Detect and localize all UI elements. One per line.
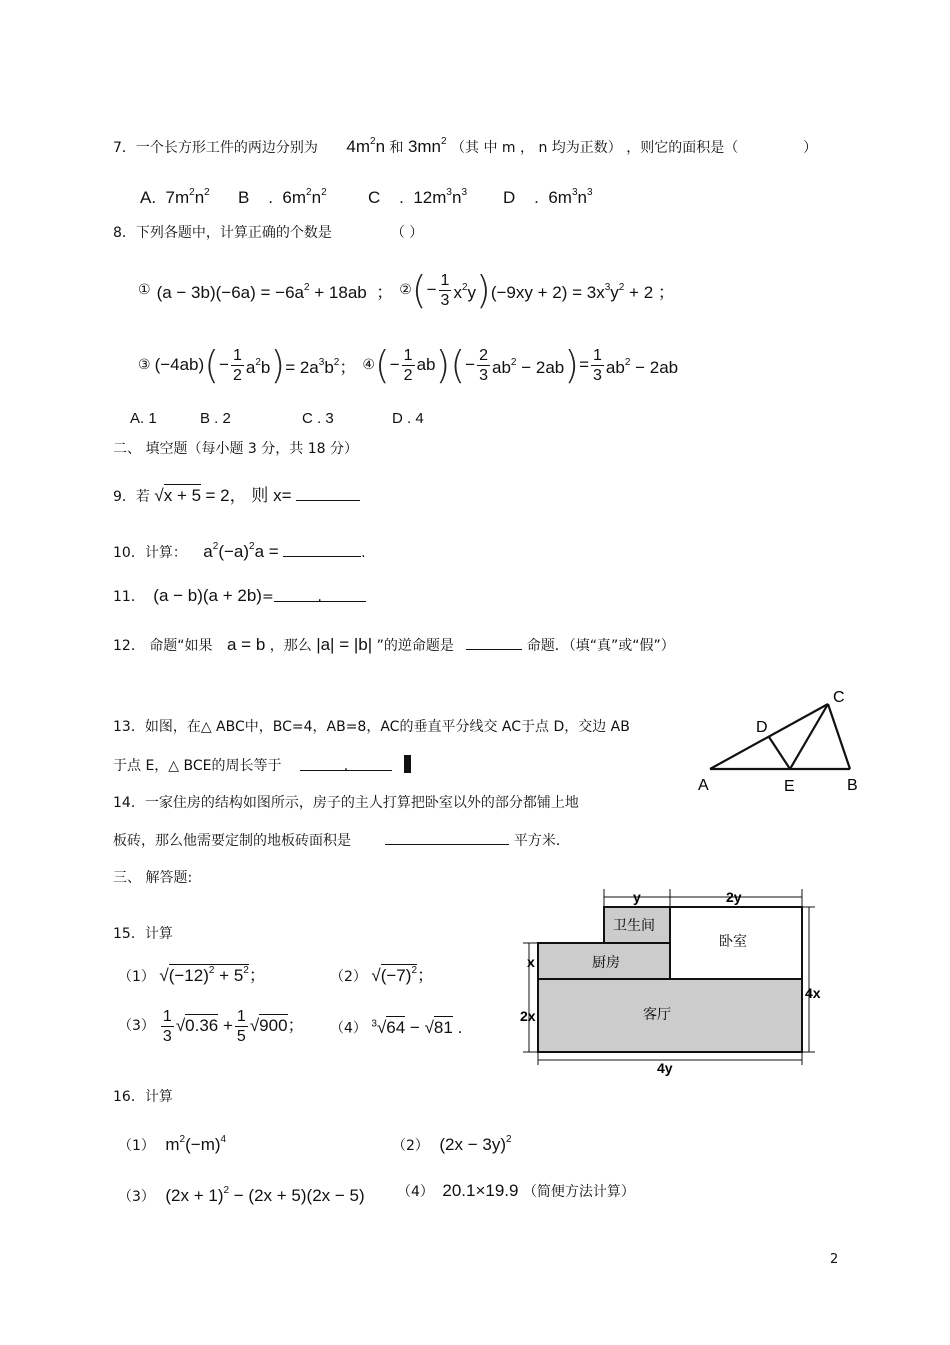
q8-option-c: C . 3 <box>302 410 334 427</box>
section-2-heading: 二、 填空题（每小题 3 分，共 18 分） <box>113 441 358 457</box>
q15-part4: （4） $^3$√64 − √81 . <box>330 1017 463 1037</box>
floor-plan-figure <box>515 885 825 1080</box>
point-label-d: D <box>756 719 768 736</box>
q14-line1: 14．一家住房的结构如图所示，房子的主人打算把卧室以外的部分都铺上地 <box>113 795 579 811</box>
q16-part2: （2） $(2x - 3y)^2$ <box>392 1134 512 1154</box>
q7-option-a: A. $7m^2n^2$ <box>140 187 210 207</box>
cursor-marker <box>404 755 411 773</box>
q15-part3: （3） $\frac{1}{3}$ √0.36 + $\frac{1}{5}$ √900； <box>118 1007 305 1045</box>
q7-prefix: 7．一个长方形工件的两边分别为 <box>113 140 318 156</box>
q8-option-a: A. 1 <box>130 410 157 427</box>
page-number: 2 <box>830 1252 839 1267</box>
q9: 9．若 √x + 5 = 2， 则 x= <box>113 486 360 507</box>
q7-expr2: $3mn^2$ <box>407 136 447 156</box>
q8-item-1: ① $(a - 3b)(-6a) = -6a^2 + 18ab$ ； ② ( − $\frac{1}{3}$ $x^2y$ ) $(-9xy + 2) = 3x^3y^2 + 2$ ； <box>138 268 675 312</box>
q12: 12． 命题“如果 a = b ，那么 |a| = |b| ”的逆命题是 命题．（填“真”或“假”） <box>113 635 675 654</box>
q7-stem <box>113 132 817 158</box>
q16-label: 16．计算 <box>113 1089 173 1105</box>
q8-stem-text: 8．下列各题中，计算正确的个数是 <box>113 225 332 241</box>
q8-item-3: ③ (−4ab) ( − $\frac{1}{2}$ $a^2b$ ) = $2a^3b^2$； ④ ( − $\frac{1}{2}$ ab ) ( − $\frac{2}{3}$ $ab^2 - 2ab$ ) = $\frac{1}{3}$ $ab^2 - 2ab$ <box>138 343 679 387</box>
point-label-e: E <box>784 778 795 795</box>
q10: 10．计算： $a^2(-a)^2a$ = . <box>113 541 366 561</box>
q14-line2: 板砖，那么他需要定制的地板砖面积是 平方米． <box>113 830 570 851</box>
q15-label: 15．计算 <box>113 926 173 942</box>
point-label-c: C <box>833 689 845 706</box>
q12-answer-blank[interactable] <box>466 635 522 650</box>
q14-answer-blank[interactable] <box>385 830 509 845</box>
q8-paren: （ ） <box>390 225 424 241</box>
q7-mid: 和 <box>389 140 404 156</box>
q15-part1: （1） $√(-12)^2 + 5^2$； <box>118 965 266 985</box>
q16-part3: （3） $(2x + 1)^2 - (2x + 5)(2x - 5)$ <box>118 1185 365 1205</box>
point-label-b: B <box>847 777 858 794</box>
q11: 11． (a − b)(a + 2b)= . <box>113 586 366 607</box>
q13-answer-blank[interactable]: . <box>300 756 392 771</box>
q10-answer-blank[interactable] <box>283 542 361 557</box>
q7-cond-m: 中 m ， <box>483 140 535 156</box>
q7-option-b: B . $6m^2n^2$ <box>238 187 327 207</box>
dim-left-bottom: 2x <box>520 1008 536 1024</box>
q7-cond-a: （其 <box>451 140 480 156</box>
dim-bottom: 4y <box>657 1060 673 1076</box>
q9-answer-blank[interactable] <box>296 486 360 501</box>
q11-answer-blank[interactable]: . <box>274 587 366 602</box>
q7-expr1: $4m^2n$ <box>346 136 386 156</box>
q7-close: ） <box>803 140 818 156</box>
q8-option-b: B . 2 <box>200 410 231 427</box>
q13-line1: 13．如图，在△ ABC中，BC=4，AB=8，AC的垂直平分线交 AC于点 D，交边 AB <box>113 719 630 735</box>
dim-left-top: x <box>527 954 535 970</box>
dim-top-left: y <box>633 889 641 905</box>
q15-part2: （2） $√(-7)^2$； <box>330 965 434 985</box>
q7-option-d: D . $6m^3n^3$ <box>503 187 593 207</box>
q7-option-c: C . $12m^3n^3$ <box>368 187 468 207</box>
q16-part4: （4） 20.1×19.9 （简便方法计算） <box>397 1181 635 1200</box>
dim-right: 4x <box>805 985 821 1001</box>
label-bathroom: 卫生间 <box>613 918 655 934</box>
point-label-a: A <box>698 777 709 794</box>
dim-top-right: 2y <box>726 889 742 905</box>
q16-part1: （1） $m^2(-m)^4$ <box>118 1134 227 1154</box>
q7-suffix: ，则它的面积是（ <box>626 140 739 156</box>
label-bedroom: 卧室 <box>719 934 747 950</box>
q8-stem <box>113 223 423 243</box>
q13-line2: 于点 E，△ BCE的周长等于 . <box>113 755 411 776</box>
label-living: 客厅 <box>643 1007 671 1023</box>
q8-option-d: D . 4 <box>392 410 424 427</box>
q7-cond-n: n 均为正数） <box>538 140 622 156</box>
section-3-heading: 三、 解答题: <box>113 870 193 886</box>
triangle-figure <box>690 682 870 797</box>
label-kitchen: 厨房 <box>592 955 620 971</box>
